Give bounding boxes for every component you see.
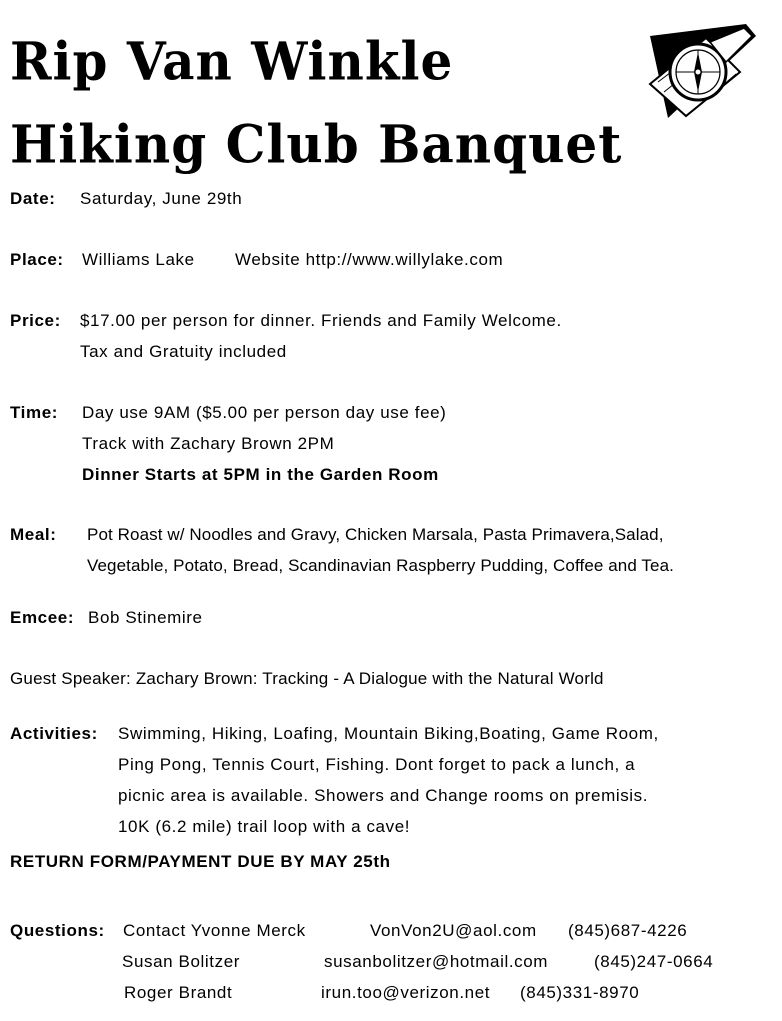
contact-name: Contact Yvonne Merck — [123, 921, 306, 940]
meal-label — [10, 525, 56, 545]
time-line-2: Track with Zachary Brown 2PM — [82, 434, 335, 453]
place-label-text: Place: — [10, 250, 64, 269]
date-label: Date: — [10, 189, 56, 208]
meal-line-1: Pot Roast w/ Noodles and Gravy, Chicken Marsala, Pasta Primavera,Salad, — [87, 525, 664, 544]
activities-line-1: Swimming, Hiking, Loafing, Mountain Biking,Boating, Game Room, — [118, 724, 659, 743]
activities-line-3: picnic area is available. Showers and Change rooms on premisis. — [118, 786, 649, 805]
questions-label — [10, 921, 105, 941]
title-line-2: Hiking Club Banquet — [10, 113, 623, 175]
guest-speaker: Guest Speaker: Zachary Brown: Tracking - A Dialogue with the Natural World — [10, 669, 604, 688]
contact-phone: (845)331-8970 — [520, 983, 640, 1002]
title-line-1: Rip Van Winkle — [10, 30, 454, 92]
price-label — [10, 311, 61, 331]
questions-label-text: Questions: — [10, 921, 105, 940]
activities-label — [10, 724, 98, 744]
emcee-label-text: Emcee: — [10, 608, 75, 627]
contact-phone: (845)247-0664 — [594, 952, 714, 971]
place-website: Website http://www.willylake.com — [235, 250, 504, 269]
contact-email: susanbolitzer@hotmail.com — [324, 952, 549, 971]
place-label — [10, 250, 64, 270]
time-line-1: Day use 9AM ($5.00 per person day use fee) — [82, 403, 447, 422]
price-line-2: Tax and Gratuity included — [80, 342, 287, 361]
date-row — [10, 189, 56, 209]
meal-label-text: Meal: — [10, 525, 57, 544]
time-label — [10, 403, 58, 423]
contact-email: irun.too@verizon.net — [321, 983, 491, 1002]
price-line-1: $17.00 per person for dinner. Friends and Family Welcome. — [80, 311, 562, 330]
activities-line-2: Ping Pong, Tennis Court, Fishing. Dont forget to pack a lunch, a — [118, 755, 636, 774]
contact-name: Susan Bolitzer — [122, 952, 241, 971]
time-line-3: Dinner Starts at 5PM in the Garden Room — [82, 465, 439, 484]
meal-line-2: Vegetable, Potato, Bread, Scandinavian Raspberry Pudding, Coffee and Tea. — [87, 556, 674, 575]
contact-phone: (845)687-4226 — [568, 921, 688, 940]
emcee-value: Bob Stinemire — [88, 608, 203, 627]
emcee-label — [10, 608, 74, 628]
place-name: Williams Lake — [82, 250, 195, 269]
contact-name: Roger Brandt — [124, 983, 233, 1002]
compass-icon — [648, 22, 758, 120]
date-value: Saturday, June 29th — [80, 189, 243, 208]
activities-label-text: Activities: — [10, 724, 98, 743]
time-label-text: Time: — [10, 403, 59, 422]
contact-email: VonVon2U@aol.com — [370, 921, 537, 940]
return-notice: RETURN FORM/PAYMENT DUE BY MAY 25th — [10, 852, 391, 871]
price-label-text: Price: — [10, 311, 61, 330]
activities-line-4: 10K (6.2 mile) trail loop with a cave! — [118, 817, 411, 836]
